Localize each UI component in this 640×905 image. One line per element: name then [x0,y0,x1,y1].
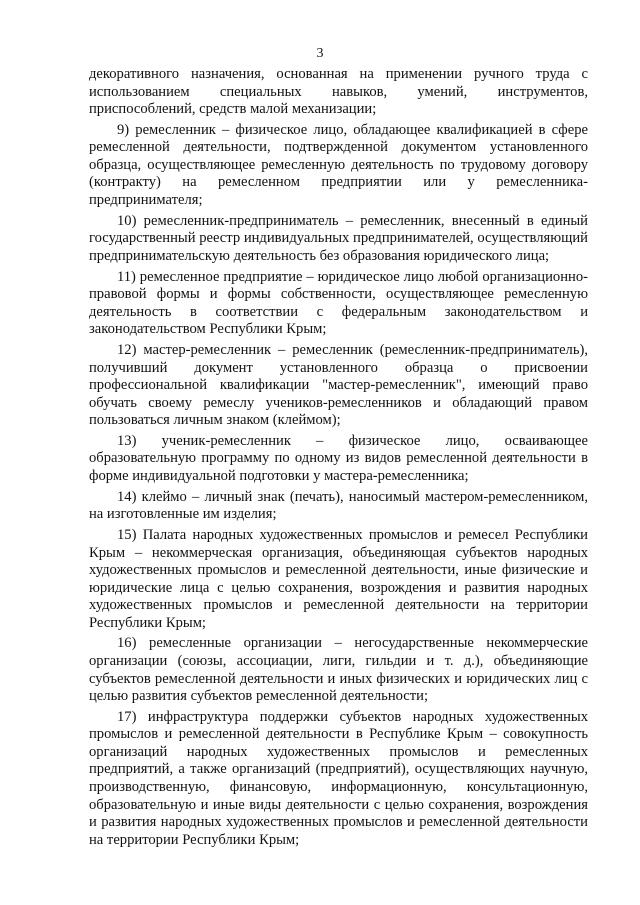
paragraph-item-15: 15) Палата народных художественных промыслов и ремесел Республики Крым – некоммерческая организация, объединяющая субъектов народных художественных промыслов и ремесленной деятельности, иные физические и юридические лица с целью сохранения, возрождения и развития народных художественных промыслов и ремесленной деятельности на территории Республики Крым; [89,526,588,631]
paragraph-item-11: 11) ремесленное предприятие – юридическое лицо любой организационно-правовой формы и формы собственности, осуществляющее ремесленную деятельность в соответствии с федеральным законодательством и законодательством Республики Крым; [89,268,588,338]
paragraph-continuation: декоративного назначения, основанная на применении ручного труда с использованием специальных навыков, умений, инструментов, приспособлений, средств малой механизации; [89,66,588,118]
document-body [89,66,588,852]
paragraph-item-17: 17) инфраструктура поддержки субъектов народных художественных промыслов и ремесленной деятельности в Республике Крым – совокупность организаций народных художественных промыслов и ремесленных предприятий, а также организаций (предприятий), осуществляющих научную, производственную, финансовую, информационную, консультационную, образовательную и иные виды деятельности с целью сохранения, возрождения и развития народных художественных промыслов и ремесленной деятельности на территории Республики Крым; [89,708,588,848]
paragraph-item-13: 13) ученик-ремесленник – физическое лицо, осваивающее образовательную программу по одному из видов ремесленной деятельности в форме индивидуальной подготовки у мастера-ремесленника; [89,432,588,484]
paragraph-item-16: 16) ремесленные организации – негосударственные некоммерческие организации (союзы, ассоциации, лиги, гильдии и т. д.), объединяющие субъектов ремесленной деятельности и иных физических и юридических лиц с целью развития субъектов ремесленной деятельности; [89,635,588,705]
paragraph-item-10: 10) ремесленник-предприниматель – ремесленник, внесенный в единый государственный реестр индивидуальных предпринимателей, осуществляющий предпринимательскую деятельность без образования юридического лица; [89,212,588,264]
paragraph-item-14: 14) клеймо – личный знак (печать), наносимый мастером-ремесленником, на изготовленные им изделия; [89,488,588,523]
paragraph-item-12: 12) мастер-ремесленник – ремесленник (ремесленник-предприниматель), получивший документ установленного образца о присвоении профессиональной квалификации "мастер-ремесленник", имеющий право обучать своему ремеслу учеников-ремесленников и обладающий правом пользоваться личным знаком (клеймом); [89,341,588,429]
page-number: 3 [316,46,324,61]
paragraph-item-9: 9) ремесленник – физическое лицо, обладающее квалификацией в сфере ремесленной деятельности, подтвержденной документом установленного образца, осуществляющее ремесленную деятельность по трудовому договору (контракту) на ремесленном предприятии или у ремесленника-предпринимателя; [89,121,588,209]
